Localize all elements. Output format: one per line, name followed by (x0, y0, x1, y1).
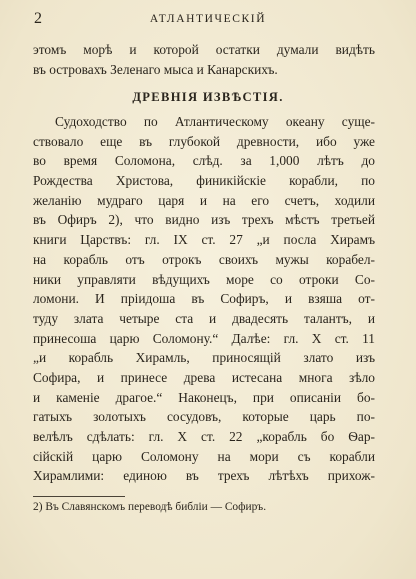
text-line: въ островахъ Зеленаго мыса и Канарскихъ. (33, 61, 278, 77)
text-line: этомъ морѣ и которой остатки думали видѣть (33, 42, 375, 57)
text-line: Судоходство по Атлантическому океану суще- (55, 114, 375, 129)
text-line: желанію мудраго царя и на его счетъ, ходили (33, 192, 375, 208)
text-line: ники управляти вѣдущихъ море со отроки Со- (33, 271, 375, 287)
section-title: ДРЕВНІЯ ИЗВѢСТІЯ. (132, 90, 284, 104)
text-line: Хирамлими: единою въ трехъ лѣтѣхъ прихож- (33, 468, 375, 484)
text-line: велѣлъ сдѣлать: гл. X ст. 22 „корабль бо Ѳар- (33, 429, 375, 444)
footnote: 2) Въ Славянскомъ переводѣ библіи — Софиръ. (33, 501, 267, 513)
continuation-paragraph (33, 40, 375, 79)
text-line: ствовало еще въ глубокой древности, ибо уже (33, 133, 375, 149)
page-number: 2 (34, 10, 42, 27)
text-line: сійскій царю Соломону на мори съ корабли (33, 448, 375, 464)
text-line: книги Царствъ: гл. IX ст. 27 „и посла Хирамъ (33, 232, 375, 248)
text-line: Софира, и принесе древа истесана многа зѣло (33, 369, 375, 385)
running-head: АТЛАНТИЧЕСКІЙ (149, 13, 267, 25)
footnote-rule (33, 496, 125, 497)
text-line: принесоша царю Соломону.“ Далѣе: гл. X ст. 11 (33, 330, 375, 346)
page-header (30, 10, 386, 30)
text-line: ломони. И пріидоша въ Софиръ, и взяша от- (33, 291, 375, 307)
text-line: Рождества Христова, финикійскіе корабли, по (33, 173, 375, 189)
main-paragraph (33, 112, 375, 486)
text-line: на корабль отъ отрокъ своихъ мужы корабел- (33, 251, 375, 267)
text-line: гатыхъ золотыхъ сосудовъ, которые царь по- (33, 409, 375, 425)
text-line: во время Соломона, слѣд. за 1,000 лѣтъ до (33, 153, 375, 169)
text-line: туду злата четыре ста и двадесять талантъ, и (33, 310, 375, 326)
text-line: и каменіе драгое.“ Наконецъ, при описаніи бо- (33, 389, 375, 405)
text-line: въ Офиръ 2), что видно изъ трехъ мѣстъ третьей (33, 212, 375, 228)
text-line: „и корабль Хирамль, приносящій злато изъ (33, 350, 375, 366)
